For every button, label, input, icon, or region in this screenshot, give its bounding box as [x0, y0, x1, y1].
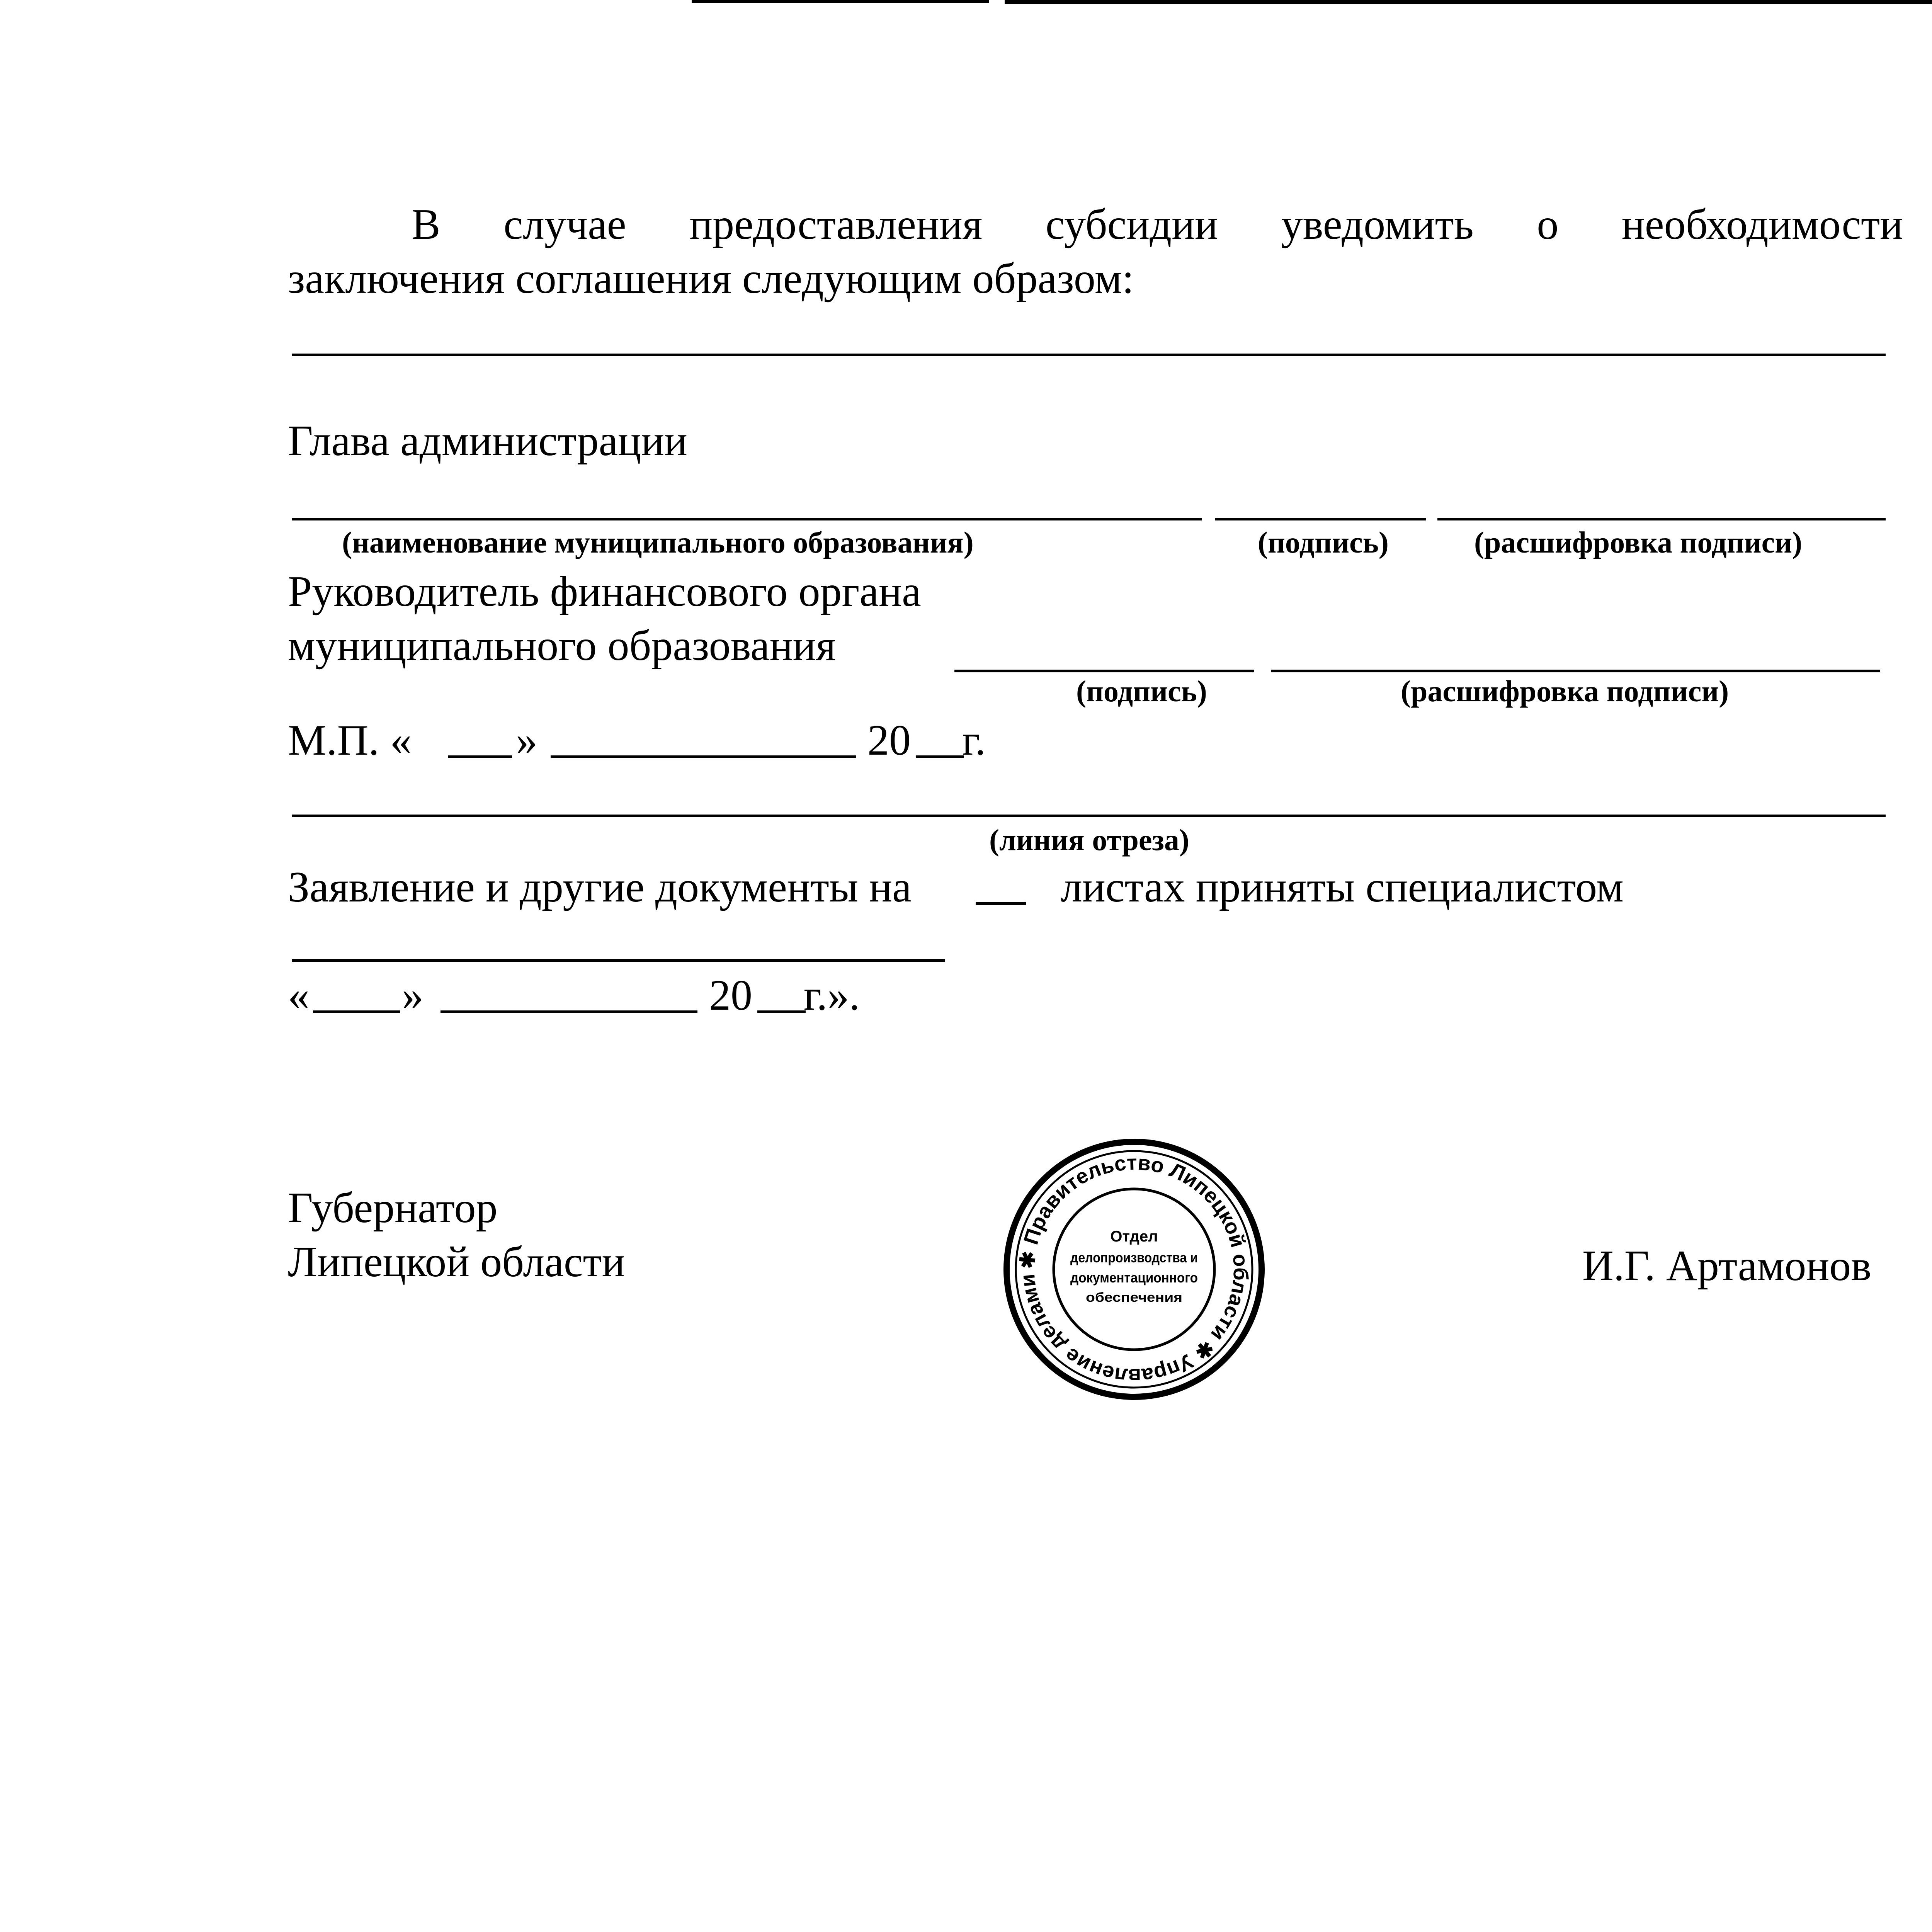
receipt-sheets-blank [976, 902, 1026, 905]
signature-title-line-2: Липецкой области [288, 1238, 625, 1286]
finance-caption-signature: (подпись) [1076, 674, 1207, 708]
notice-fill-line [292, 354, 1886, 356]
seal-ring-text: ✱ Правительство Липецкой области ✱ Управление делами [1015, 1151, 1253, 1388]
receipt-text-after: листах приняты специалистом [1061, 863, 1624, 911]
finance-head-line-1: Руководитель финансового органа [288, 568, 921, 616]
caption-decoding: (расшифровка подписи) [1474, 526, 1803, 559]
caption-signature: (подпись) [1258, 526, 1389, 559]
notice-word: случае [503, 201, 626, 248]
receipt-year-suffix: г.». [804, 971, 860, 1019]
receipt-text-before: Заявление и другие документы на [288, 863, 912, 911]
finance-decoding-line [1271, 670, 1880, 672]
cut-line [292, 815, 1886, 817]
cut-line-caption: (линия отреза) [989, 823, 1189, 857]
caption-municipality: (наименование муниципального образования) [342, 526, 974, 559]
stamp-place-prefix: М.П. « [288, 716, 412, 764]
head-decoding-line [1437, 518, 1886, 520]
notice-line-1 [412, 203, 1903, 246]
stamp-place-close-quote: » [516, 716, 537, 764]
svg-text:✱ Правительство Липецкой облас [1015, 1151, 1252, 1388]
stamp-year-blank [916, 755, 964, 758]
finance-signature-line [954, 670, 1254, 672]
scan-edge-top-right [1005, 0, 1932, 4]
receipt-year-blank [757, 1010, 806, 1013]
signatory-name: И.Г. Артамонов [1582, 1242, 1872, 1290]
signature-title-line-1: Губернатор [288, 1184, 498, 1232]
seal-center-line: делопроизводства и [1070, 1250, 1198, 1265]
seal-center-line: документационного [1070, 1270, 1198, 1286]
official-seal-stamp [999, 1134, 1269, 1405]
receipt-month-blank [440, 1010, 697, 1013]
scan-edge-top-left [692, 0, 989, 3]
seal-center-line: Отдел [1110, 1228, 1158, 1245]
receipt-specialist-line [292, 959, 945, 962]
receipt-open-quote: « [288, 971, 310, 1019]
notice-word: необходимости [1621, 201, 1903, 248]
seal-center-line: обеспечения [1086, 1290, 1182, 1305]
stamp-month-blank [551, 755, 856, 758]
finance-caption-decoding: (расшифровка подписи) [1401, 674, 1729, 708]
finance-head-line-2: муниципального образования [288, 622, 836, 670]
notice-line-2: заключения соглашения следующим образом: [288, 255, 1134, 303]
notice-word: предоставления [689, 201, 983, 248]
head-admin-label: Глава администрации [288, 417, 687, 465]
notice-word: В [412, 201, 440, 248]
stamp-year-prefix: 20 [867, 716, 911, 764]
receipt-close-quote: » [402, 971, 423, 1019]
municipality-line [292, 518, 1202, 520]
head-signature-line [1215, 518, 1426, 520]
notice-word: субсидии [1045, 201, 1218, 248]
notice-word: о [1537, 201, 1559, 248]
receipt-day-blank [313, 1010, 400, 1013]
receipt-year-prefix: 20 [709, 971, 752, 1019]
stamp-year-suffix: г. [962, 716, 986, 764]
stamp-day-blank [448, 755, 512, 758]
notice-word: уведомить [1281, 201, 1474, 248]
